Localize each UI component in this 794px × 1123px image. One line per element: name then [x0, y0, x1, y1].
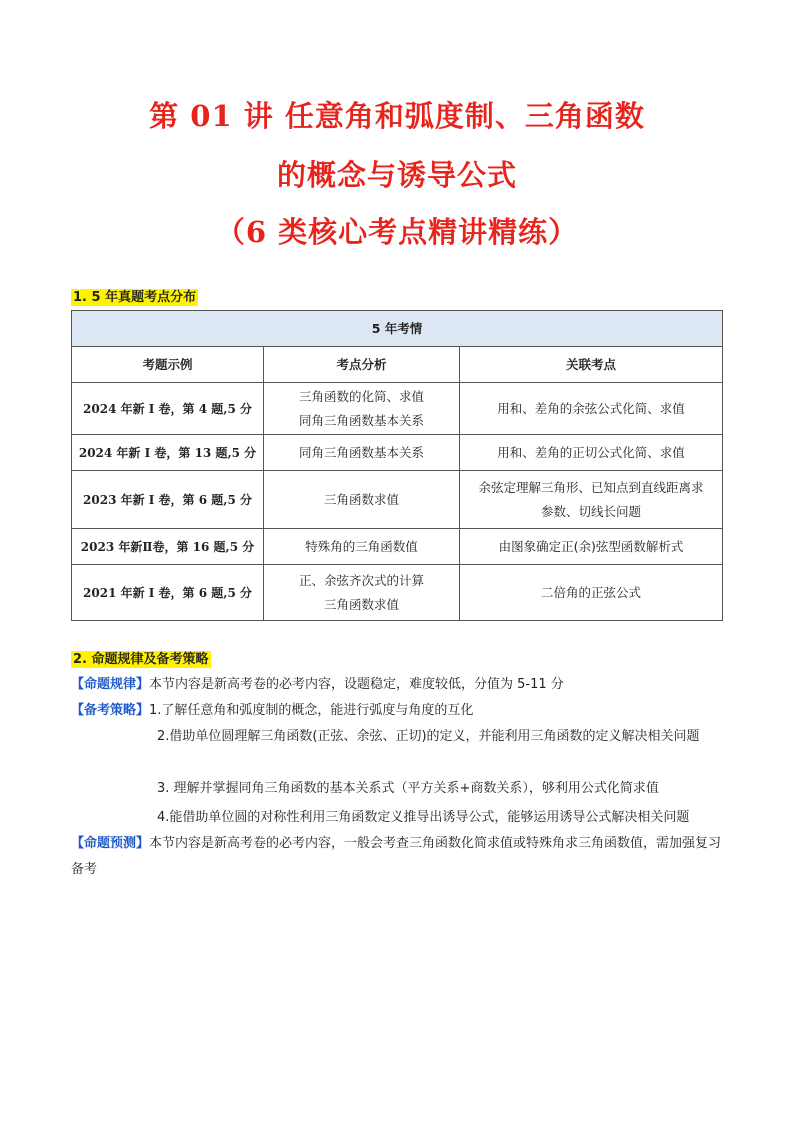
proposition-prediction-text: 本节内容是新高考卷的必考内容，一般会考查三角函数化简求值或特殊角求三角函数值，需加强复习备考 [71, 836, 722, 877]
cell-related-line: 由图象确定正(余)弦型函数解析式 [498, 538, 684, 554]
exam-distribution-table [71, 310, 723, 621]
cell-related-line: 用和、差角的余弦公式化简、求值 [497, 400, 685, 416]
column-header-analysis: 考点分析 [264, 347, 460, 383]
proposition-prediction-paragraph [71, 831, 723, 883]
cell-analysis [264, 435, 460, 471]
cell-example: 2024 年新 I 卷，第 4 题,5 分 [72, 383, 264, 435]
section-2-heading-text: 2. 命题规律及备考策略 [73, 652, 209, 667]
proposition-rule-text: 本节内容是新高考卷的必考内容，设题稳定，难度较低，分值为 5-11 分 [149, 677, 564, 692]
title-line-3: （6 类核心考点精讲精练） [215, 215, 579, 249]
table-row [72, 435, 723, 471]
prep-strategy-item: 3. 理解并掌握同角三角函数的基本关系式（平方关系+商数关系），够利用公式化简求值 [157, 781, 659, 796]
cell-analysis-line: 特殊角的三角函数值 [305, 538, 418, 554]
cell-analysis [264, 471, 460, 529]
cell-analysis [264, 565, 460, 621]
prep-strategy-paragraph [71, 698, 473, 724]
cell-example: 2024 年新 I 卷，第 13 题,5 分 [72, 435, 264, 471]
prep-strategy-tag: 【备考策略】 [71, 703, 150, 718]
cell-analysis-line: 正、余弦齐次式的计算 [298, 572, 424, 588]
proposition-prediction-tag: 【命题预测】 [71, 836, 150, 851]
cell-related [460, 471, 723, 529]
table-row [72, 471, 723, 529]
cell-related-line: 二倍角的正弦公式 [541, 584, 642, 600]
table-row [72, 529, 723, 565]
cell-related-line: 用和、差角的正切公式化简、求值 [497, 444, 685, 460]
title-line-2: 的概念与诱导公式 [276, 158, 517, 192]
cell-related [460, 565, 723, 621]
cell-example: 2023 年新Ⅱ卷，第 16 题,5 分 [72, 529, 264, 565]
cell-analysis-line: 三角函数求值 [323, 491, 399, 507]
cell-analysis [264, 529, 460, 565]
prep-strategy-item: 1.了解任意角和弧度制的概念，能进行弧度与角度的互化 [149, 703, 474, 718]
table-caption: 5 年考情 [72, 311, 723, 347]
cell-analysis-line: 同角三角函数基本关系 [298, 412, 424, 428]
column-header-related: 关联考点 [460, 347, 723, 383]
cell-analysis-line: 三角函数求值 [323, 596, 399, 612]
section-1-heading [71, 286, 198, 305]
cell-related-line: 余弦定理解三角形、已知点到直线距离求 [478, 479, 704, 495]
cell-related-line: 参数、切线长问题 [541, 503, 642, 519]
cell-analysis-line: 同角三角函数基本关系 [298, 444, 424, 460]
cell-related [460, 383, 723, 435]
cell-related [460, 529, 723, 565]
proposition-rule-tag: 【命题规律】 [71, 677, 150, 692]
cell-related [460, 435, 723, 471]
title-line-1: 第 01 讲 任意角和弧度制、三角函数 [149, 99, 645, 133]
column-header-example: 考题示例 [72, 347, 264, 383]
cell-analysis [264, 383, 460, 435]
proposition-rule-paragraph [71, 672, 564, 698]
section-2-heading [71, 648, 211, 667]
cell-example: 2021 年新 I 卷，第 6 题,5 分 [72, 565, 264, 621]
cell-example: 2023 年新 I 卷，第 6 题,5 分 [72, 471, 264, 529]
section-1-heading-text: 1. 5 年真题考点分布 [73, 290, 197, 305]
cell-analysis-line: 三角函数的化简、求值 [298, 388, 424, 404]
table-row [72, 565, 723, 621]
prep-strategy-item: 4.能借助单位圆的对称性利用三角函数定义推导出诱导公式，能够运用诱导公式解决相关问题 [157, 810, 690, 825]
prep-strategy-item: 2.借助单位圆理解三角函数(正弦、余弦、正切)的定义，并能利用三角函数的定义解决相关问题 [157, 729, 700, 744]
table-row [72, 383, 723, 435]
